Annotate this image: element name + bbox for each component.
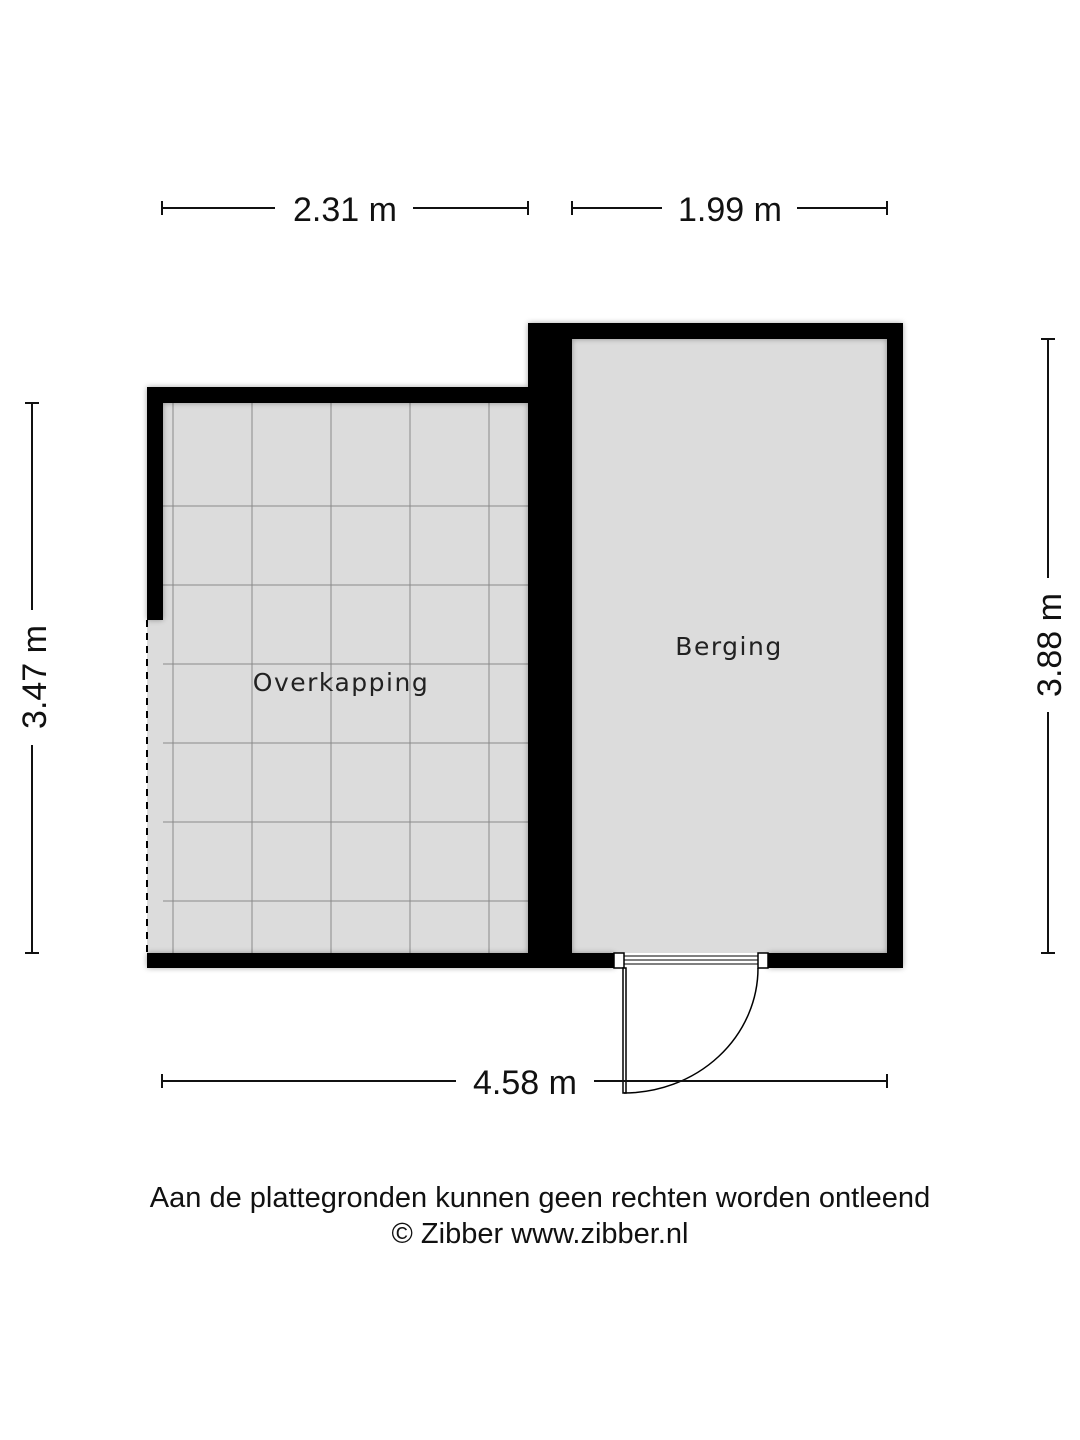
footer-copyright: © Zibber www.zibber.nl: [391, 1218, 689, 1250]
door: [614, 953, 768, 1093]
room-label-berging: Berging: [675, 632, 783, 661]
berging-right-wall: [887, 323, 903, 968]
berging-top-wall: [528, 323, 903, 339]
door-swing-arc: [624, 968, 758, 1093]
room-label-overkapping: Overkapping: [252, 668, 430, 697]
door-jamb-left: [614, 953, 624, 968]
dimension-left-label: 3.47 m: [16, 625, 54, 729]
dimension-top-right-label: 1.99 m: [678, 191, 782, 229]
overkapping-left-wall: [147, 387, 163, 620]
bottom-wall-left: [147, 953, 615, 968]
bottom-wall-right: [768, 953, 903, 968]
door-jamb-right: [758, 953, 768, 968]
door-leaf: [623, 968, 626, 1093]
divider-wall: [528, 323, 572, 968]
dimension-bottom-label: 4.58 m: [473, 1064, 577, 1102]
dimension-top-left-label: 2.31 m: [293, 191, 397, 229]
dimension-right-label: 3.88 m: [1031, 593, 1069, 697]
overkapping-top-wall: [147, 387, 542, 403]
footer-disclaimer: Aan de plattegronden kunnen geen rechten worden ontleend: [149, 1182, 931, 1214]
